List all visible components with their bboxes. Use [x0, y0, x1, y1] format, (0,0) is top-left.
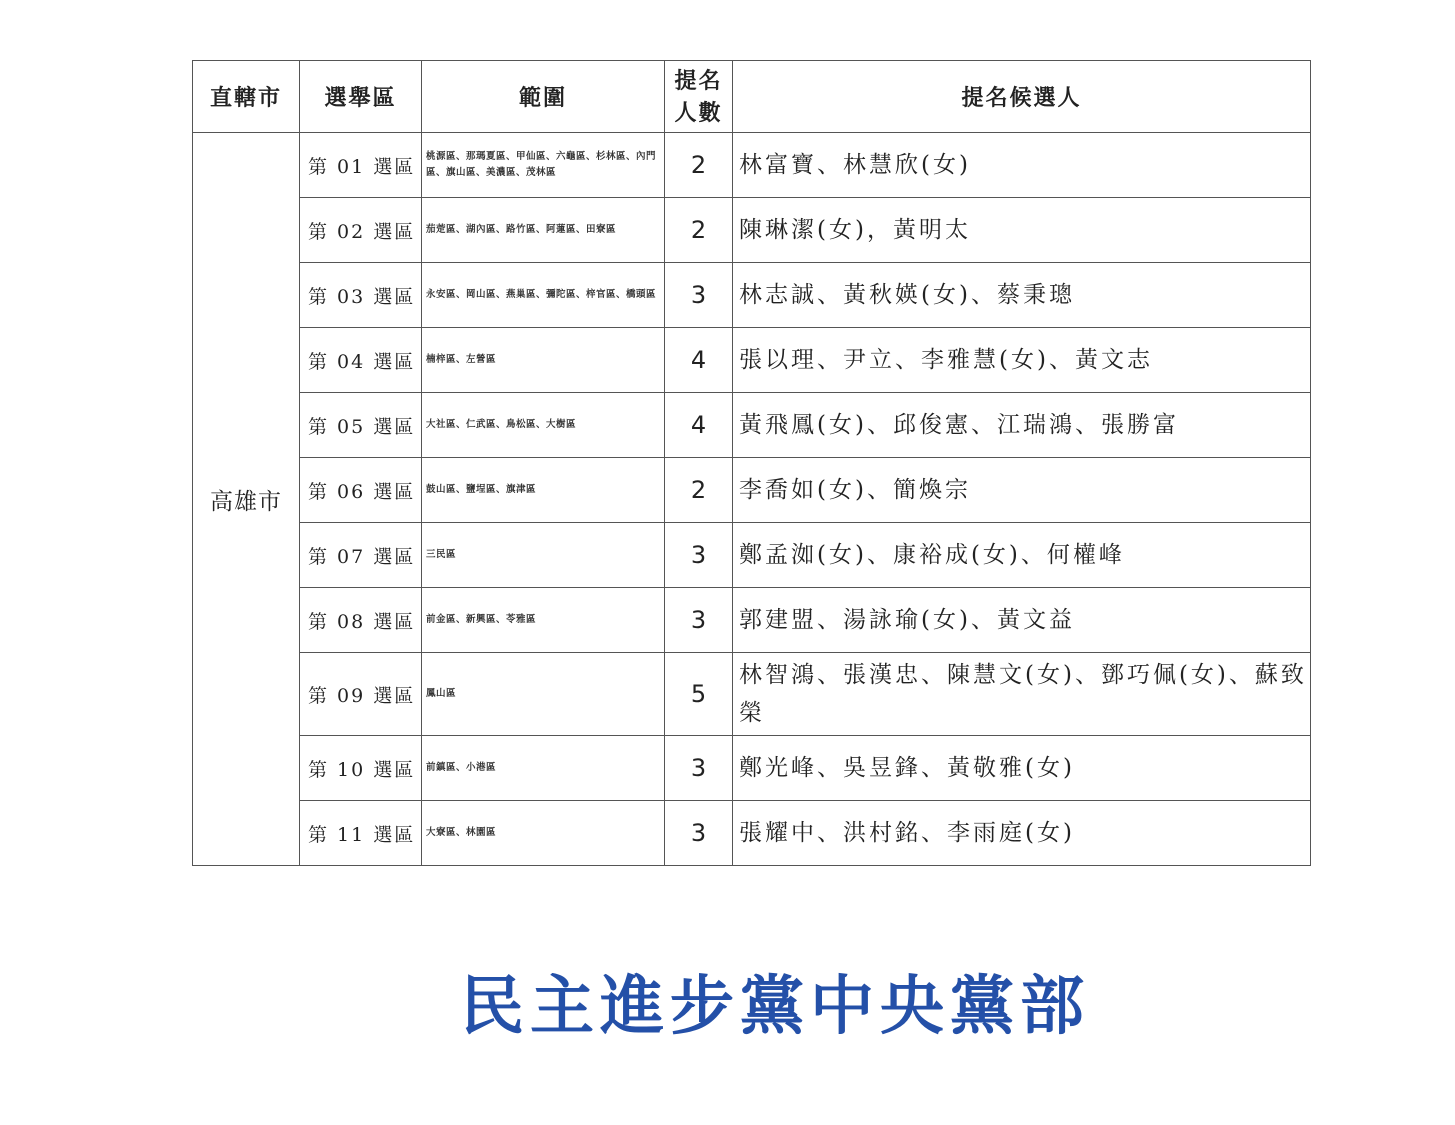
count-cell: 3 [665, 736, 733, 801]
scope-cell: 桃源區、那瑪夏區、甲仙區、六龜區、杉林區、內門區、旗山區、美濃區、茂林區 [422, 133, 665, 198]
count-cell: 4 [665, 393, 733, 458]
candidates-cell: 黃飛鳳(女)、邱俊憲、江瑞鴻、張勝富 [733, 393, 1311, 458]
table-header-row [193, 61, 1311, 133]
city-cell: 高雄市 [193, 133, 300, 866]
district-cell: 第 03 選區 [300, 263, 422, 328]
district-cell: 第 08 選區 [300, 588, 422, 653]
nominee-table [192, 60, 1311, 866]
table-row [193, 736, 1311, 801]
district-cell: 第 02 選區 [300, 198, 422, 263]
table-row [193, 393, 1311, 458]
district-cell: 第 05 選區 [300, 393, 422, 458]
scope-cell: 楠梓區、左營區 [422, 328, 665, 393]
candidates-cell: 張以理、尹立、李雅慧(女)、黃文志 [733, 328, 1311, 393]
header-count [665, 61, 733, 133]
count-cell: 3 [665, 523, 733, 588]
table-row [193, 653, 1311, 736]
count-cell: 2 [665, 133, 733, 198]
candidates-cell: 張耀中、洪村銘、李雨庭(女) [733, 801, 1311, 866]
header-candidates: 提名候選人 [733, 61, 1311, 133]
table-row [193, 588, 1311, 653]
candidates-cell: 陳琳潔(女)，黃明太 [733, 198, 1311, 263]
count-cell: 3 [665, 801, 733, 866]
candidates-cell: 鄭孟洳(女)、康裕成(女)、何權峰 [733, 523, 1311, 588]
scope-cell: 前金區、新興區、苓雅區 [422, 588, 665, 653]
candidates-cell: 林富寶、林慧欣(女) [733, 133, 1311, 198]
candidates-cell: 郭建盟、湯詠瑜(女)、黃文益 [733, 588, 1311, 653]
candidates-cell: 鄭光峰、吳昱鋒、黃敬雅(女) [733, 736, 1311, 801]
count-cell: 3 [665, 588, 733, 653]
table-row [193, 328, 1311, 393]
candidates-cell: 林志誠、黃秋媖(女)、蔡秉璁 [733, 263, 1311, 328]
party-seal-text: 民主進步黨中央黨部 [460, 970, 1090, 1044]
scope-cell: 鳳山區 [422, 653, 665, 736]
district-cell: 第 04 選區 [300, 328, 422, 393]
count-cell: 3 [665, 263, 733, 328]
header-count-line2: 人數 [674, 99, 723, 126]
count-cell: 4 [665, 328, 733, 393]
header-scope: 範圍 [422, 61, 665, 133]
scope-cell: 茄萣區、湖內區、路竹區、阿蓮區、田寮區 [422, 198, 665, 263]
header-city: 直轄市 [193, 61, 300, 133]
scope-cell: 永安區、岡山區、燕巢區、彌陀區、梓官區、橋頭區 [422, 263, 665, 328]
table-row [193, 801, 1311, 866]
table-row [193, 133, 1311, 198]
count-cell: 2 [665, 198, 733, 263]
table-row [193, 198, 1311, 263]
scope-cell: 鼓山區、鹽埕區、旗津區 [422, 458, 665, 523]
district-cell: 第 09 選區 [300, 653, 422, 736]
candidates-cell: 李喬如(女)、簡煥宗 [733, 458, 1311, 523]
district-cell: 第 10 選區 [300, 736, 422, 801]
count-cell: 2 [665, 458, 733, 523]
district-cell: 第 11 選區 [300, 801, 422, 866]
table-row [193, 458, 1311, 523]
district-cell: 第 01 選區 [300, 133, 422, 198]
scope-cell: 三民區 [422, 523, 665, 588]
header-count-line1: 提名 [674, 67, 723, 94]
scope-cell: 大社區、仁武區、鳥松區、大樹區 [422, 393, 665, 458]
scope-cell: 前鎮區、小港區 [422, 736, 665, 801]
table-row [193, 523, 1311, 588]
district-cell: 第 07 選區 [300, 523, 422, 588]
candidates-cell: 林智鴻、張漢忠、陳慧文(女)、鄧巧佩(女)、蘇致榮 [733, 653, 1311, 736]
district-cell: 第 06 選區 [300, 458, 422, 523]
count-cell: 5 [665, 653, 733, 736]
scope-cell: 大寮區、林園區 [422, 801, 665, 866]
header-district: 選舉區 [300, 61, 422, 133]
table-row [193, 263, 1311, 328]
